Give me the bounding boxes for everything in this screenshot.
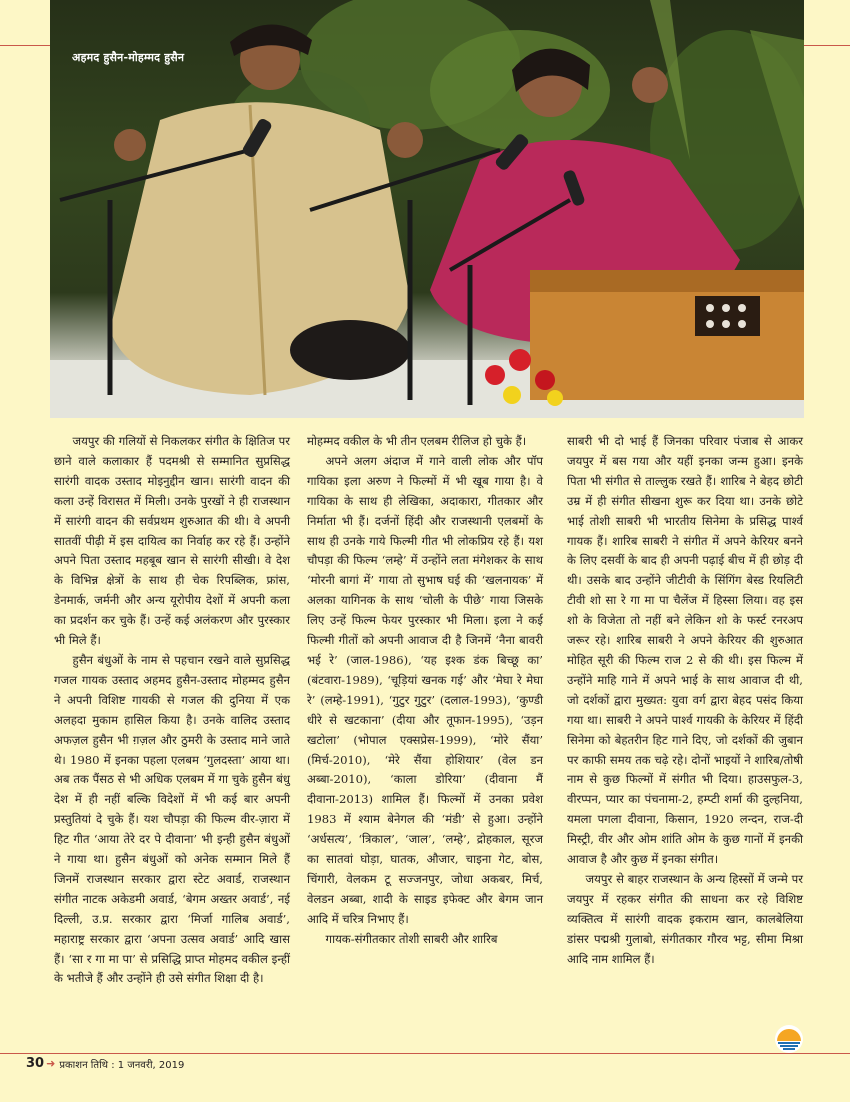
paragraph: हुसैन बंधुओं के नाम से पहचान रखने वाले सुप्रसिद्ध गजल गायक उस्ताद अहमद हुसैन-उस्ताद मोहम्मद हुसैन ने अपनी विशिष्ट गायकी से गजल की दुनिया में एक अलहदा मुकाम हासिल किया है। उनके वालिद उस्ताद अफज़ल हुसैन भी ग़ज़ल और ठुमरी के उस्ताद माने जाते थे। 1980 में इनका पहला एलबम ‘गुलदस्ता’ आया था। अब तक पैंसठ से भी अधिक एलबम में गा चुके हुसैन बंधु देश में ही नहीं बल्कि विदेशों में भी कई बार अपनी प्रस्तुतियां दे चुके हैं। यश चौपड़ा की फिल्म वीर-ज़ारा में हिट गीत ‘आया तेरे दर पे दीवाना’ भी इन्ही हुसैन बंधुओं ने गाया था। हुसैन बंधुओं को अनेक सम्मान मिले हैं जिनमें राजस्थान सरकार द्वारा स्टेट अवार्ड, राजस्थान संगीत नाटक अकेडमी अवार्ड, ‘बेगम अख्तर अवार्ड’, नई दिल्ली, उ.प्र. सरकार द्वारा ‘मिर्जा गालिब अवार्ड’, महाराष्ट्र सरकार द्वारा ‘अपना उत्सव अवार्ड’ आदि खास हैं। ‘सा र गा मा पा’ से प्रसिद्धि प्राप्त मोहमद वकील इन्हीं के भतीजे हैं और उन्होंने ही उसे संगीत शिक्षा दी है।	[54, 652, 290, 986]
paragraph: जयपुर की गलियों से निकलकर संगीत के क्षितिज पर छाने वाले कलाकार हैं पदमश्री से सम्मानित सुप्रसिद्ध सारंगी वादक उस्ताद मोइनुद्दीन खान। सारंगी वादन की कला उन्हें विरासत में मिली। उनके पुरखों ने ही राजस्थान में सारंगी वादन की सर्वप्रथम शुरुआत की थी। वे अपनी सातवीं पीढ़ी में इस दायित्व का निर्वाह कर रहे हैं। उन्होंने अपने पिता उस्ताद महबूब खान से सारंगी सीखी। वे देश के विभिन्न क्षेत्रों के साथ ही चेक रिपब्लिक, फ्रांस, डेनमार्क, जर्मनी और अन्य यूरोपीय देशों में अपनी कला का प्रदर्शन कर चुके हैं। उन्हें कई अलंकरण और पुरस्कार भी मिले हैं।	[54, 434, 290, 648]
article-column-1	[54, 432, 290, 989]
paragraph: साबरी भी दो भाई हैं जिनका परिवार पंजाब से आकर जयपुर में बस गया और यहीं इनका जन्म हुआ। इनके पिता भी संगीत से ताल्लुक रखते हैं। शारिब ने बेहद छोटी उम्र में ही संगीत सीखना शुरू कर दिया था। उनके छोटे भाई तोशी साबरी भी भारतीय सिनेमा के प्रसिद्ध पार्श्व गायक हैं। शारिब साबरी ने संगीत में अपने केरियर बनने के लिए दसवीं के बाद ही अपनी पढ़ाई बीच में ही छोड़ दी थी। उसके बाद उन्होंने जीटीवी के सिंगिंग बेस्ड रियलिटी टीवी शो सा रे गा मा पा चैलेंज में हिस्सा लिया। वह इस शो के विजेता तो नहीं बने लेकिन शो के फर्स्ट रनरअप जरूर रहे। शारिब साबरी ने अपने केरियर की शुरुआत मोहित सूरी की फिल्म राज 2 से की थी। इस फिल्म में उन्होंने माहि गाने में अपने भाई के साथ आवाज दी थी, जो दर्शकों द्वारा मुख्यत: युवा वर्ग द्वारा बेहद पसंद किया गया था। साबरी ने अपने पार्श्व गायकी के केरियर में हिंदी सिनेमा को बेहतरीन हिट गाने दिए, जो दर्शकों की जुबान पर काफी समय तक चढ़े रहे। दोनों भाइयों ने शारिब/तोषी नाम से कुछ फिल्मों में संगीत भी दिया। हाउसफुल-3, वीरप्पन, प्यार का पंचनामा-2, हम्प्टी शर्मा की दुल्हनिया, यमला पगला दीवाना, किसान, 1920 लन्दन, राज-दी मिस्ट्री, वीर और ओम शांति ओम के कुछ गानों में इनकी आवाज है और कुछ में इनका संगीत।	[567, 434, 803, 867]
paragraph: मोहम्मद वकील के भी तीन एलबम रीलिज हो चुके हैं।	[307, 434, 527, 448]
paragraph: अपने अलग अंदाज में गाने वाली लोक और पॉप गायिका इला अरुण ने फिल्मों में भी खूब गाया है। वे गायिका के साथ ही लेखिका, अदाकारा, गीतकार और निर्माता भी हैं। दर्जनों हिंदी और राजस्थानी एलबमों के साथ ही उनके गाये फिल्मी गीत भी लोकप्रिय रहे हैं। यश चौपड़ा की फिल्म ‘लम्हे’ में उन्होंने लता मंगेशकर के साथ ‘मोरनी बागां में’ गाया तो सुभाष घई की ‘खलनायक’ में अलका यागिनक के साथ ‘चोली के पीछे’ गाया जिसके लिए उन्हें फिल्म फेयर पुरस्कार भी मिला। इला ने कई फिल्मी गीतों को अपनी आवाज दी है जिनमें ‘नैना बावरी भई रे’ (जाल-1986), ‘यह इश्क डंक बिच्छू का’ (बंटवारा-1989), ‘चूड़ियां खनक गई’ और ‘मेघा रे मेघा रे’ (लम्हे-1991), ‘गुटुर गुटुर’ (दलाल-1993), ‘कुण्डी धीरे से खटकाना’ (दीया और तूफान-1995), ‘उड़न खटोला’ (भोपाल एक्सप्रेस-1999), ‘मोरे सैंया’ (मिर्च-2010), ‘मेरे सैंया होशियार’ (वेल डन अब्बा-2010), ‘काला डोरिया’ (दीवाना मैं दीवाना-2013) शामिल हैं। फिल्मों में उनका प्रवेश 1983 में श्याम बेनेगल की ‘मंडी’ से हुआ। उन्होंने ‘अर्धसत्य’, ‘त्रिकाल’, ‘जाल’, ‘लम्हे’, द्रोहकाल, सूरज का सातवां घोड़ा, घातक, औजार, चाइना गेट, बोस, चिंगारी, वेलकम टू सज्जनपुर, जोधा अकबर, मिर्च, वेलडन अब्बा, शादी के साइड इफेक्ट और बेगम जान आदि में चरित्र निभाए हैं।	[307, 453, 543, 926]
paragraph: गायक-संगीतकार तोशी साबरी और शारिब	[325, 931, 498, 946]
photo-ahmed-mohammed-hussain	[50, 0, 804, 418]
photo-caption: अहमद हुसैन-मोहम्मद हुसैन	[72, 51, 185, 64]
publication-date: प्रकाशन तिथि : 1 जनवरी, 2019	[59, 1059, 185, 1071]
arrow-icon: ➜	[46, 1057, 56, 1070]
page-footer	[26, 1056, 184, 1071]
paragraph: जयपुर से बाहर राजस्थान के अन्य हिस्सों में जन्मे पर जयपुर में रहकर संगीत की साधना कर रहे विशिष्ट व्यक्तित्व में सारंगी वादक इकराम खान, कालबेलिया डांसर पद्मश्री गुलाबो, संगीतकार गौरव भट्ट, सीमा मिश्रा आदि नाम शामिल हैं।	[567, 871, 803, 966]
sun-logo-icon	[774, 1024, 804, 1054]
article-column-2	[307, 432, 543, 950]
bottom-rule	[0, 1053, 850, 1054]
article-column-3	[567, 432, 803, 969]
page-number: 30	[26, 1056, 45, 1071]
